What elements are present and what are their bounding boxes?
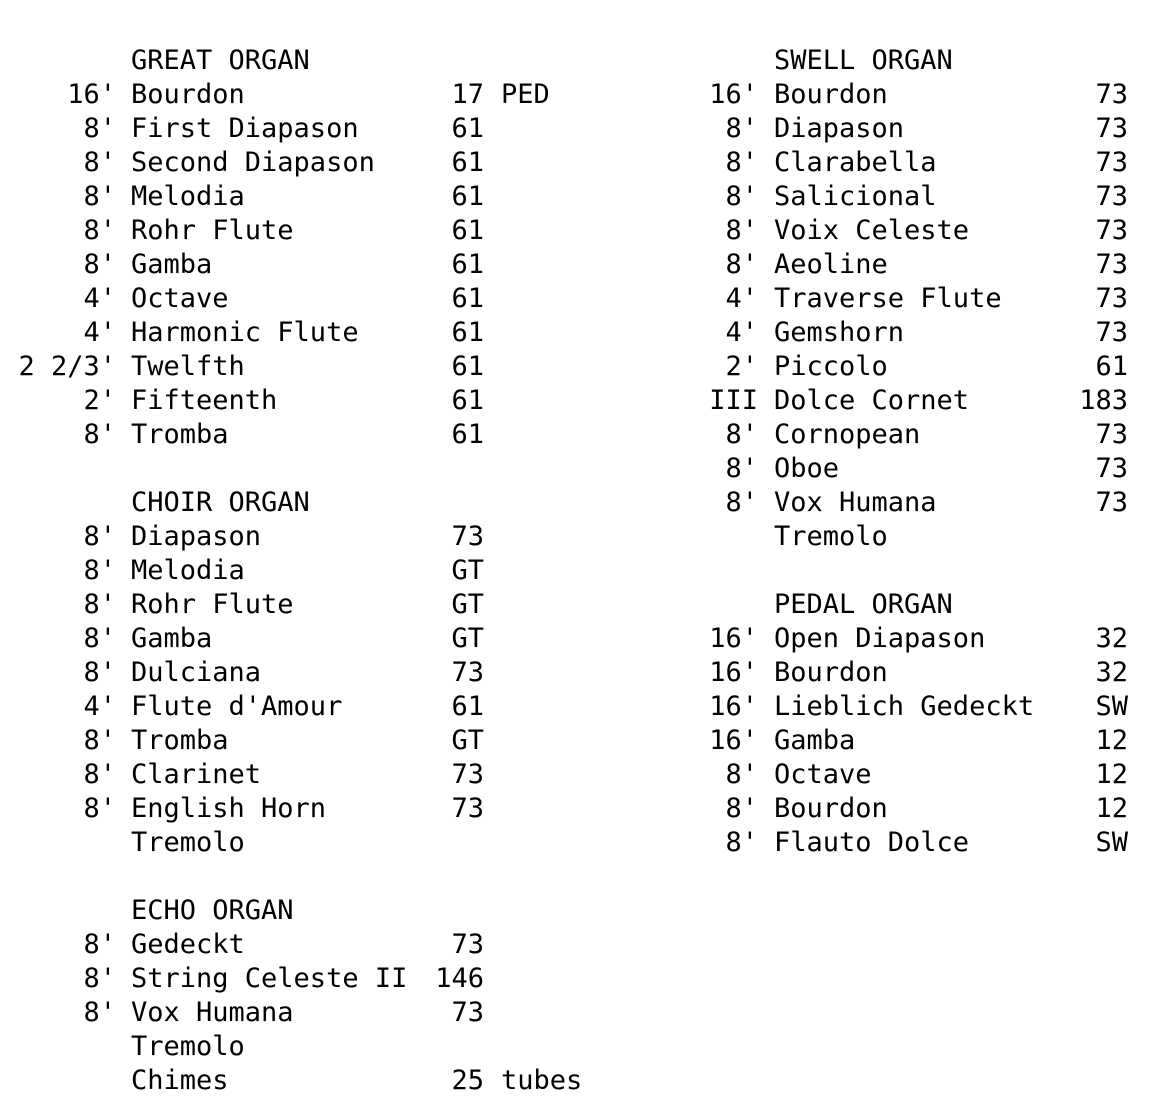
stop-pitch: 8' [725,827,758,858]
stop-pipe-count: 12 [1095,759,1128,790]
stop-pitch: 16' [709,79,758,110]
stop-pitch: 4' [83,283,116,314]
stop-name: Clarinet [131,759,262,790]
stop-name: Bourdon [774,657,888,688]
stop-pipe-count: 73 [451,657,484,688]
stop-name: Gamba [131,623,213,654]
stop-pitch: 4' [83,691,116,722]
stop-pitch: 16' [709,725,758,756]
stop-pipe-count: SW [1095,827,1128,858]
stop-name: Dulciana [131,657,262,688]
stop-name: Voix Celeste [774,215,970,246]
stop-pipe-count: 73 [1095,249,1128,280]
stop-name: Tromba [131,419,229,450]
stop-name: Lieblich Gedeckt [774,691,1035,722]
stop-pipe-count: 61 [451,147,484,178]
stop-pipe-count: 73 [1095,487,1128,518]
stop-pitch: 8' [83,963,116,994]
stop-pitch: 8' [83,555,116,586]
stop-name: Twelfth [131,351,245,382]
stop-name: Gamba [131,249,213,280]
stop-pipe-count: 73 [1095,181,1128,212]
stop-pitch: 4' [725,283,758,314]
stop-pitch: 8' [725,487,758,518]
stop-pipe-count: 73 [1095,453,1128,484]
stop-name: Melodia [131,181,245,212]
stop-pitch: 8' [83,249,116,280]
stop-pipe-count: 61 [451,385,484,416]
stop-pipe-count: 61 [451,283,484,314]
stop-name: First Diapason [131,113,359,144]
stop-pitch: 8' [725,759,758,790]
stop-pipe-count: 73 [1095,215,1128,246]
stop-name: English Horn [131,793,327,824]
stop-name: Dolce Cornet [774,385,970,416]
stop-name: Tremolo [774,521,888,552]
stop-name: Rohr Flute [131,589,294,620]
stop-name: Cornopean [774,419,921,450]
stop-pipe-count: 73 [451,997,484,1028]
stop-pitch: 8' [725,215,758,246]
stop-pitch: 8' [83,419,116,450]
stop-pitch: 8' [725,453,758,484]
stop-name: Tromba [131,725,229,756]
stop-name: Open Diapason [774,623,986,654]
stop-pipe-count: 25 [451,1065,484,1096]
stop-pitch: 8' [725,181,758,212]
stop-pipe-count: 73 [1095,113,1128,144]
stop-pitch: 2' [725,351,758,382]
stop-pitch: 8' [83,793,116,824]
stop-pitch: 8' [83,623,116,654]
stop-pipe-count: 61 [451,181,484,212]
stop-pipe-count: 146 [435,963,484,994]
stop-name: Piccolo [774,351,888,382]
stop-name: Diapason [131,521,262,552]
division-heading: CHOIR ORGAN [131,487,310,518]
stop-pitch: 16' [709,623,758,654]
stop-pitch: III [709,385,758,416]
stop-note: PED [501,79,550,110]
stop-pitch: 8' [725,793,758,824]
stop-pipe-count: GT [451,725,484,756]
stop-pipe-count: 17 [451,79,484,110]
stop-pitch: 8' [83,589,116,620]
stop-pipe-count: 12 [1095,725,1128,756]
stop-name: Harmonic Flute [131,317,359,348]
stop-pipe-count: 73 [1095,317,1128,348]
stop-name: Flauto Dolce [774,827,970,858]
stop-name: Chimes [131,1065,229,1096]
stop-pitch: 8' [83,181,116,212]
stop-pitch: 8' [83,997,116,1028]
stop-pitch: 2' [83,385,116,416]
stop-name: Aeoline [774,249,888,280]
stop-note: tubes [501,1065,583,1096]
stop-pipe-count: 12 [1095,793,1128,824]
stop-name: Fifteenth [131,385,278,416]
stop-pitch: 8' [83,759,116,790]
stop-name: Flute d'Amour [131,691,343,722]
stop-pitch: 8' [725,419,758,450]
stop-pipe-count: 32 [1095,657,1128,688]
stop-name: Bourdon [774,79,888,110]
stop-name: Second Diapason [131,147,375,178]
division-heading: SWELL ORGAN [774,45,953,76]
stop-pipe-count: GT [451,555,484,586]
stop-pitch: 8' [83,725,116,756]
stop-pipe-count: 61 [451,249,484,280]
stop-pipe-count: SW [1095,691,1128,722]
stop-pipe-count: 73 [451,793,484,824]
stop-pitch: 8' [83,215,116,246]
stop-pipe-count: 61 [451,113,484,144]
stop-pipe-count: GT [451,623,484,654]
stop-pipe-count: 61 [1095,351,1128,382]
stop-pipe-count: 73 [1095,79,1128,110]
stop-name: Octave [774,759,872,790]
stop-pipe-count: 73 [1095,283,1128,314]
stop-pipe-count: 73 [451,759,484,790]
stop-pipe-count: 61 [451,419,484,450]
stop-pitch: 16' [709,657,758,688]
stop-pitch: 2 2/3' [18,351,116,382]
stop-pipe-count: GT [451,589,484,620]
stop-pipe-count: 61 [451,351,484,382]
stop-name: Diapason [774,113,905,144]
stop-pitch: 16' [709,691,758,722]
stop-name: Gemshorn [774,317,905,348]
stop-pitch: 4' [725,317,758,348]
stop-pipe-count: 73 [451,521,484,552]
stop-pitch: 8' [83,657,116,688]
stop-pipe-count: 32 [1095,623,1128,654]
stop-name: Melodia [131,555,245,586]
stop-pitch: 8' [725,249,758,280]
stop-pipe-count: 73 [1095,419,1128,450]
stop-pitch: 8' [83,521,116,552]
stop-pitch: 8' [83,147,116,178]
stop-pipe-count: 73 [1095,147,1128,178]
stop-name: Rohr Flute [131,215,294,246]
stop-name: Vox Humana [131,997,294,1028]
stop-name: Gamba [774,725,856,756]
stop-name: Vox Humana [774,487,937,518]
stop-name: Salicional [774,181,937,212]
stop-pitch: 16' [67,79,116,110]
stop-name: Bourdon [774,793,888,824]
stop-pitch: 4' [83,317,116,348]
stop-pipe-count: 61 [451,691,484,722]
division-heading: GREAT ORGAN [131,45,310,76]
division-heading: PEDAL ORGAN [774,589,953,620]
stop-pitch: 8' [83,113,116,144]
stop-name: String Celeste II [131,963,408,994]
stop-pitch: 8' [83,929,116,960]
stop-name: Traverse Flute [774,283,1002,314]
stop-name: Tremolo [131,827,245,858]
stop-name: Gedeckt [131,929,245,960]
stop-name: Octave [131,283,229,314]
stop-pipe-count: 61 [451,215,484,246]
stop-name: Bourdon [131,79,245,110]
stop-pitch: 8' [725,113,758,144]
stop-pipe-count: 61 [451,317,484,348]
division-heading: ECHO ORGAN [131,895,294,926]
stop-name: Tremolo [131,1031,245,1062]
stop-name: Clarabella [774,147,937,178]
stop-pipe-count: 183 [1079,385,1128,416]
stop-pipe-count: 73 [451,929,484,960]
stop-name: Oboe [774,453,840,484]
stop-pitch: 8' [725,147,758,178]
